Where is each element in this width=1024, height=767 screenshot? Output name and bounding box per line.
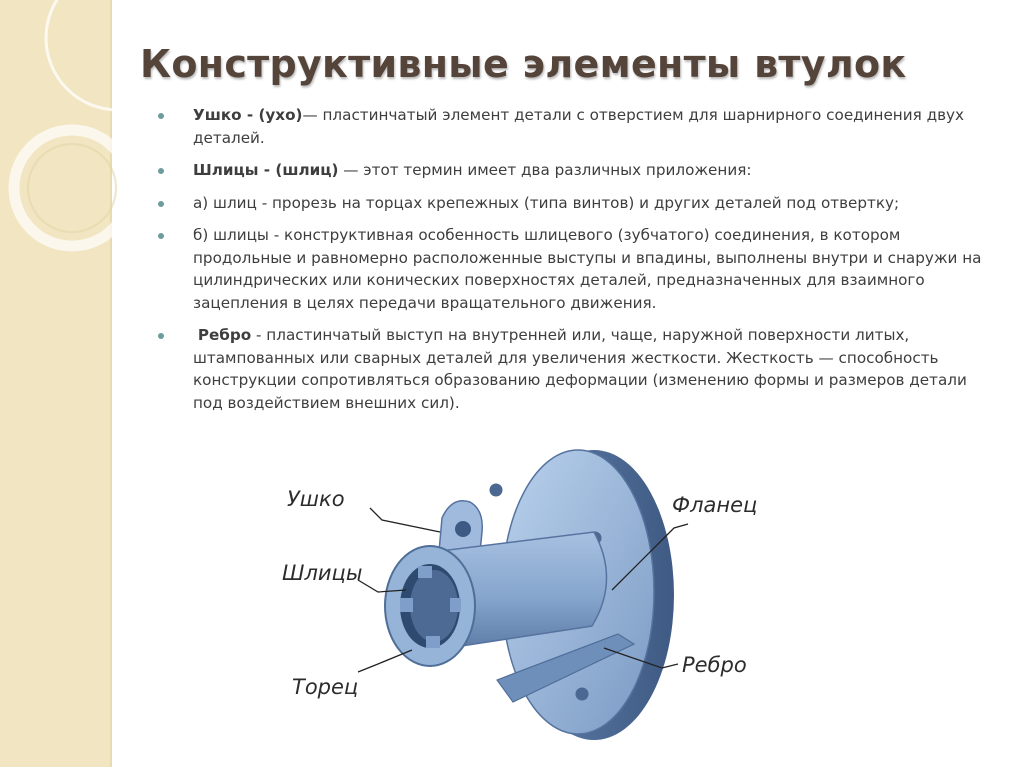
spline-tooth [450,598,461,612]
flange-bolt-hole [490,484,503,497]
label-flanets: Фланец [672,493,758,517]
bushing-drawing [282,440,762,762]
label-ushko: Ушко [287,487,345,511]
bullet-shlitsy-b [155,224,985,314]
spline-tooth [418,566,432,578]
spline-tooth [400,598,413,612]
bullet-list [155,104,985,424]
side-decorative-band [0,0,112,767]
label-rebro: Ребро [682,653,747,677]
bullet-dot [158,233,164,239]
bullet-term: Шлицы - (шлиц) [193,161,339,179]
flange-bolt-hole [576,688,589,701]
bullet-shlits-a [155,192,985,215]
spline-tooth [426,636,440,648]
bullet-text: — этот термин имеет два различных приложения: [338,161,752,179]
label-shlitsy: Шлицы [282,561,363,585]
end-face [385,546,475,666]
bullet-term: Ребро [197,326,252,344]
side-band-rule [110,0,112,767]
label-torets: Торец [292,675,359,699]
lug-hole [455,521,471,537]
bullet-dot [158,201,164,207]
bullet-text: - пластинчатый выступ на внутренней или, чаще, наружной поверхности литых, штампованных или сварных деталей для увеличения жесткости. Жесткость — способность конструкции сопротивляться образованию деформации (изменению формы и размеров детали под воздействием внешних сил). [193,326,967,412]
bushing-illustration [282,440,762,762]
bullet-shlitsy [155,159,985,182]
bullet-text: б) шлицы - конструктивная особенность шлицевого (зубчатого) соединения, в котором продольные и равномерно расположенные выступы и впадины, выполнены внутри и снаружи на цилиндрических или конических поверхностях деталей, предназначенных для взаимного зацепления в целях передачи вращательного движения. [193,226,982,312]
bullet-dot [158,333,164,339]
bullet-text: — пластинчатый элемент детали с отверстием для шарнирного соединения двух деталей. [193,106,965,147]
bullet-dot [158,168,164,174]
bullet-text: а) шлиц - прорезь на торцах крепежных (типа винтов) и других деталей под отвертку; [193,193,900,212]
slide-title: Конструктивные элементы втулок [140,42,907,86]
bullet-dot [158,113,164,119]
bullet-ushko [155,104,985,149]
bullet-rebro [155,324,985,414]
bullet-term: Ушко - (ухо) [193,106,303,124]
